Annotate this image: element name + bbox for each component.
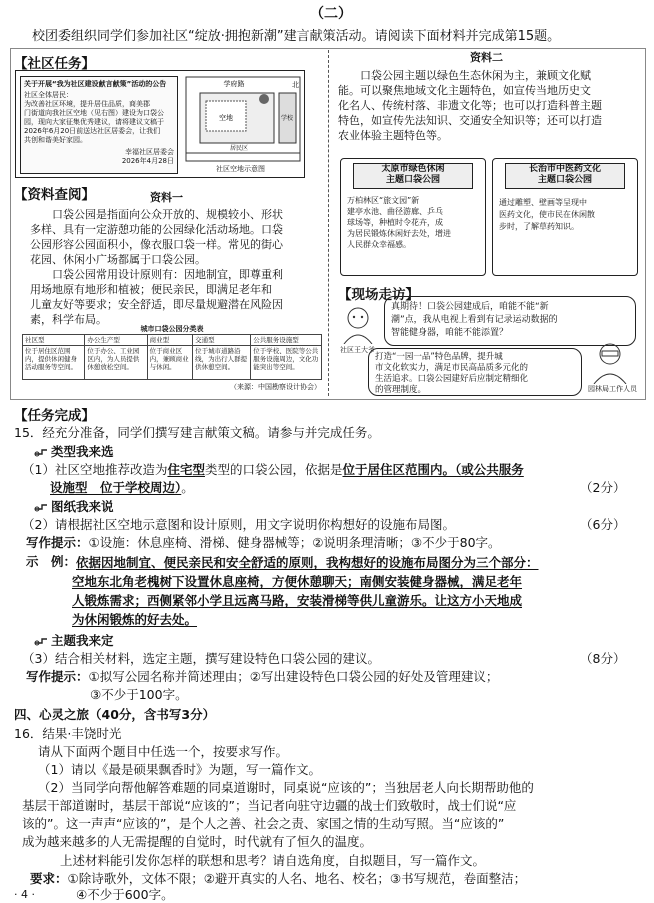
- speaker2-name: 园林局工作人员: [588, 385, 637, 393]
- requirements-row-2: ④不少于600字。: [76, 887, 174, 902]
- bubble2-line-1: 打造“一园一品”特色品牌，提升城: [375, 352, 503, 362]
- example-label: 示 例：: [26, 554, 77, 569]
- map-caption: 社区空地示意图: [216, 165, 265, 173]
- sub2-hint: ①设施：休息座椅、滑梯、健身器械等；②说明条理清晰；③不少于80字。: [88, 535, 501, 550]
- sub3-question: （3）结合相关材料，选定主题，撰写建设特色口袋公园的建议。: [22, 651, 380, 666]
- sub1-answer-type: 住宅型: [167, 462, 205, 477]
- opt2-line-2: 基层干部道谢时，基层干部说“应该的”；当记者向驻守边疆的战士们致敬时，战士们说“应: [22, 798, 517, 813]
- bubble2-line-2: 市文化软实力，满足市民高品质多元化的: [375, 363, 529, 373]
- card1-line-2: 建亭水池、曲径游廊、乒乓: [347, 207, 443, 216]
- sub2-question: （2）请根据社区空地示意图和设计原则，用文字说明你构想好的设施布局图。: [22, 517, 455, 532]
- table-cell-5: 位于学校、医院等公共服务设施周边，文化功能突出等空间。: [251, 346, 322, 380]
- page-number: · 4 ·: [14, 888, 35, 901]
- part4-heading: 四、心灵之旅（40分，含书写3分）: [14, 707, 216, 722]
- bubble2-line-3: 生活追求。口袋公园建好后应制定精细化: [375, 374, 529, 384]
- m1-line-3: 公园形容公园面积小，像衣服口袋一样。常见的街心: [30, 238, 283, 251]
- option-2: [22, 779, 534, 851]
- part4-intro: 请从下面两个题目中任选一个，按要求写作。: [38, 744, 289, 759]
- notice-line-3: 园，现向大家征集优秀建议，请将建议文稿于: [24, 118, 164, 126]
- m2-line-1: 口袋公园主题以绿色生态休闲为主，兼顾文化赋: [360, 69, 591, 82]
- map-residents-label: 居民区: [229, 145, 249, 152]
- map-school-label: 学校: [280, 115, 294, 122]
- sub1-answer-alt: 设施型 位于学校周边）: [50, 480, 182, 495]
- example-line-1: 依据因地制宜、便民亲民和安全舒适的原则，我构想好的设施布局图分为三个部分：: [76, 555, 539, 570]
- pointing-hand-icon: [34, 446, 48, 458]
- map-area-label: 空地: [219, 114, 233, 122]
- card2-line-2: 医药文化，使市民在休闲散: [499, 210, 595, 219]
- example-line-2: 空地东北角老槐树下设置休息座椅，方便休憩聊天；南侧安装健身器械，满足老年: [72, 574, 523, 589]
- pointing-hand-icon: [34, 501, 48, 513]
- option-2-tail: 上述材料能引发你怎样的联想和思考？请自选角度，自拟题目，写一篇作文。: [60, 853, 486, 868]
- materials-heading: 【资料查阅】: [14, 187, 95, 203]
- map-north-label: 北: [292, 81, 299, 89]
- m1-line-8: 素，科学布局。: [30, 313, 107, 326]
- sub3-title-row: [34, 632, 114, 649]
- table-source: （来源：中国勘察设计协会）: [230, 383, 321, 391]
- question-15: 15．经充分准备，同学们撰写建言献策文稿。请参与并完成任务。: [14, 425, 380, 440]
- requirements-row-1: [30, 870, 526, 887]
- opt2-line-4: 成为越来越多的人无需提醒的自觉时，时代就有了恒久的温度。: [22, 834, 373, 849]
- community-task-heading: 【社区任务】: [14, 56, 95, 72]
- req-1: ①除诗歌外，文体不限；②避开真实的人名、地名、校名；③书写规范，卷面整洁；: [67, 871, 527, 886]
- sub1-pre: （1）社区空地推荐改造为: [22, 462, 168, 477]
- bubble1-line-3: 智能健身器，咱能不能添置？: [391, 328, 509, 338]
- sub1-title-row: [34, 443, 114, 460]
- table-header-1: 社区型: [23, 335, 85, 346]
- sub1-line: [22, 461, 524, 478]
- hint-label: 写作提示：: [26, 669, 89, 684]
- sub2-score: （6分）: [580, 517, 626, 532]
- bubble1-line-1: 真期待！口袋公园建成后，咱能不能“新: [391, 302, 549, 312]
- m1-line-1: 口袋公园是指面向公众开放的、规模较小、形状: [52, 208, 283, 221]
- sub3-hint-row: [26, 668, 498, 685]
- card2-line-3: 步时，了解草药知识。: [499, 222, 579, 231]
- table-title: 城市口袋公园分类表: [140, 325, 204, 333]
- opt2-line-1: （2）当同学向帮他解答难题的同桌道谢时，同桌说“应该的”；当独居老人向长期帮助他的: [38, 780, 534, 795]
- material1-title: 资料一: [150, 191, 183, 204]
- field-visit-heading: 【现场走访】: [338, 287, 419, 303]
- card1-line-3: 球场等，种植时令花卉，成: [347, 218, 443, 227]
- sub3-hint-1: ①拟写公园名称并简述理由；②写出建设特色口袋公园的好处及管理建议；: [88, 669, 499, 684]
- m2-line-3: 化名人、传统村落、非遗文化等；也可以打造科普主题: [338, 99, 602, 112]
- sub3-hint-2: ③不少于100字。: [90, 687, 188, 702]
- m1-line-5: 口袋公园常用设计原则有：因地制宜，即尊重利: [52, 268, 283, 281]
- part-title: （二）: [310, 6, 352, 22]
- table-header-3: 商业型: [147, 335, 192, 346]
- m2-line-5: 农业体验主题特色等。: [338, 129, 448, 142]
- task-done-heading: 【任务完成】: [14, 408, 95, 424]
- option-1: （1）请以《最是硕果飘香时》为题，写一篇作文。: [38, 762, 321, 777]
- sub1-score: （2分）: [580, 480, 626, 495]
- intro-text: 校团委组织同学们参加社区“绽放·拥抱新潮”建言献策活动。请阅读下面材料并完成第15题。: [32, 29, 561, 44]
- card2-title: 长治市中医药文化 主题口袋公园: [505, 163, 625, 189]
- sub1-end: 。: [181, 480, 194, 495]
- sub2-title-row: [34, 498, 114, 515]
- card2-line-1: 通过雕塑、壁画等呈现中: [499, 198, 587, 207]
- m1-line-4: 花园、休闲小广场都属于口袋公园。: [30, 253, 206, 266]
- notice-sign: 幸福社区居委会: [125, 148, 174, 156]
- example-line-4: 为休闲锻炼的好去处。: [72, 612, 198, 627]
- card1-line-4: 为居民锻炼休闲好去处，增进: [347, 229, 451, 238]
- m1-line-2: 多样、具有一定游憩功能的公园绿化活动场地。口袋: [30, 223, 283, 236]
- material2-title: 资料二: [470, 51, 503, 64]
- card1-line-5: 人民群众幸福感。: [347, 240, 411, 249]
- materials-frame: [10, 48, 646, 400]
- table-header-4: 交通型: [193, 335, 251, 346]
- bubble2-line-4: 的管理制度。: [375, 385, 427, 395]
- sub3-title: 主题我来定: [51, 633, 114, 648]
- example-answer: [72, 553, 539, 629]
- m1-line-6: 用场地原有地形和植被；便民亲民，即满足老年和: [30, 283, 272, 296]
- example-line-3: 人锻炼需求；西侧紧邻小学且远离马路，安装滑梯等供儿童游乐。让这方小天地成: [72, 593, 523, 608]
- notice-line-1: 为改善社区环境，提升居住品质，商美郡: [24, 100, 150, 108]
- opt2-line-3: 该的”。这一声声“应该的”，是个人之善、社会之责、家国之情的生动写照。当“应该的”: [22, 816, 505, 831]
- m1-line-7: 儿童友好等要求；安全舒适，即尽量规避潜在风险因: [30, 298, 283, 311]
- table-cell-1: 位于居住区范围内，提供休闲健身活动服务等空间。: [23, 346, 85, 380]
- table-cell-2: 位于办公、工业园区内，为人员提供休憩放松空间。: [85, 346, 147, 380]
- card1-line-1: 万柏林区“旅文园”新: [347, 196, 420, 205]
- sub2-hint-row: [26, 534, 501, 551]
- sub1-line-2: [50, 479, 194, 496]
- m2-line-4: 特色，如宣传先法知识、交通安全知识等；还可以打造: [338, 114, 602, 127]
- sub1-title: 类型我来选: [51, 444, 114, 459]
- m2-line-2: 能。可以聚焦地域文化主题特色，如宣传当地历史文: [338, 84, 591, 97]
- sub2-title: 图纸我来说: [51, 499, 114, 514]
- speaker1-name: 社区王大爷: [340, 346, 375, 354]
- pointing-hand-icon: [34, 635, 48, 647]
- bubble1-line-2: 潮”点，我从电视上看到有记录运动数据的: [391, 315, 558, 325]
- table-header-2: 办公生产型: [85, 335, 147, 346]
- notice-to: 社区全体居民：: [24, 91, 73, 99]
- notice-date: 2026年4月28日: [121, 157, 174, 165]
- notice-line-5: 共创和谐美好家园。: [24, 136, 87, 144]
- notice-line-4: 2026年6月20日前送达社区居委会，让我们: [24, 127, 161, 135]
- hint-label: 写作提示：: [26, 535, 89, 550]
- card1-title: 太原市绿色休闲 主题口袋公园: [353, 163, 473, 189]
- sub3-score: （8分）: [580, 651, 626, 666]
- sub1-mid: 类型的口袋公园，依据是: [204, 462, 343, 477]
- table-header-5: 公共服务设施型: [251, 335, 322, 346]
- table-cell-4: 位于城市道路沿线，为出行人群提供休憩空间。: [193, 346, 251, 380]
- question-16: 16．结果·丰饶时光: [14, 726, 122, 741]
- notice-line-2: 门街道向我社区空地（见右图）建设为口袋公: [24, 109, 164, 117]
- map-road-label: 学府路: [223, 80, 245, 88]
- table-cell-3: 位于商业区内，兼顾商业与休闲。: [147, 346, 192, 380]
- notice-title: 关于开展“我为社区建设献言献策”活动的公告: [24, 80, 167, 88]
- req-label: 要求：: [30, 871, 68, 886]
- sub1-answer-basis: 位于居住区范围内。（或公共服务: [342, 462, 524, 477]
